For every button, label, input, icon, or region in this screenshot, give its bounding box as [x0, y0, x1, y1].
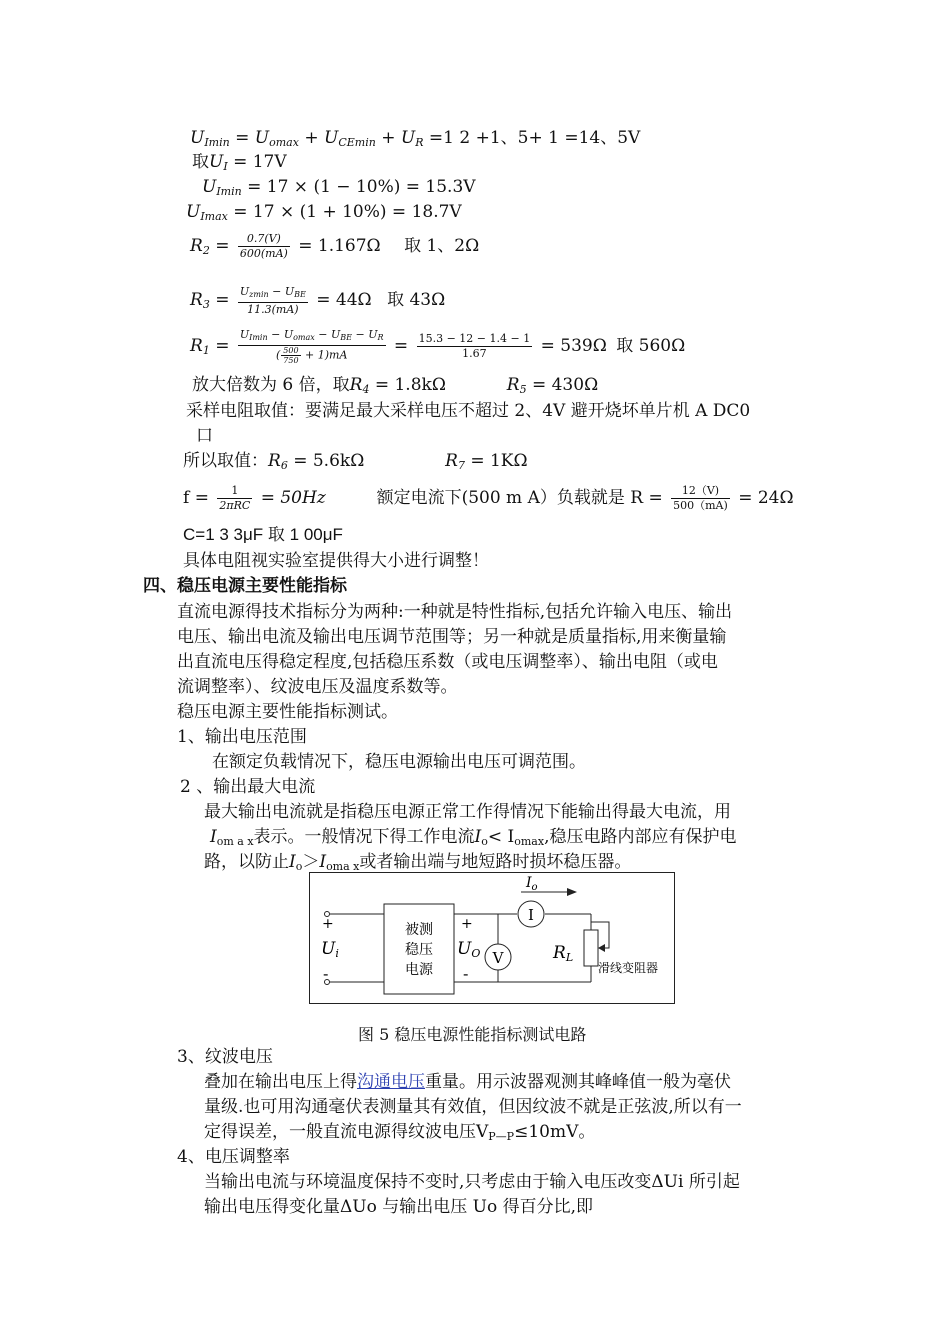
- item4-line1: 当输出电流与环境温度保持不变时,只考虑由于输入电压改变ΔUi 所引起: [204, 1172, 740, 1192]
- rheostat-caption: 滑线变阻器: [598, 961, 659, 975]
- adjust-note: 具体电阻视实验室提供得大小进行调整！: [183, 551, 489, 571]
- item3-line1: 叠加在输出电压上得沟通电压重量。用示波器观测其峰峰值一般为毫伏: [204, 1072, 731, 1092]
- item2-title: 2 、输出最大电流: [180, 777, 316, 797]
- formula-r3: $R_3$ = $\frac{U_{zmin} - U_{BE}}{11.3(mA)}$ = 44Ω 取 43Ω: [190, 284, 446, 316]
- item2-line3: 路，以防止$I_o>I_{oma x}$或者输出端与地短路时损坏稳压器。: [204, 852, 632, 873]
- sampling-line-1: 采样电阻取值：要满足最大采样电压不超过 2、4V 避开烧坏单片机 A DC0: [186, 401, 751, 421]
- rheostat-icon: [584, 930, 598, 966]
- formula-ui: 取$U_I = 17V$: [192, 152, 287, 173]
- fraction-r2: $\frac{0.7(V)}{600(mA)}$: [239, 232, 288, 260]
- fraction-load: $\frac{12(V)}{500(mA)}$: [673, 484, 728, 512]
- para2: 稳压电源主要性能指标测试。: [177, 702, 398, 722]
- test-circuit-figure: [309, 872, 675, 1004]
- formula-r1: $R_1$ = $U_{Imin} - U_{omax} - U_{BE} - U_R$ ( $\frac{500}{750}$ + 1)mA = $\frac{15.3 - 12 - 1.4 - 1}{1.67}$ = 539Ω 取 560Ω: [190, 328, 686, 365]
- para1-line4: 流调整率）、纹波电压及温度系数等。: [177, 677, 458, 697]
- so-values-line: 所以取值：$R_6 = 5.6k\Omega$ $R_7 = 1K\Omega$: [183, 451, 528, 472]
- item4-line2: 输出电压得变化量ΔUo 与输出电压 Uo 得百分比,即: [204, 1197, 594, 1217]
- item1-body: 在额定负载情况下，稳压电源输出电压可调范围。: [212, 752, 586, 772]
- output-plus: +: [461, 916, 473, 932]
- fraction-r1-symbolic: $U_{Imin} - U_{omax} - U_{BE} - U_R$ ( $\frac{500}{750}$ + 1)mA: [239, 328, 384, 365]
- load-label: RL: [553, 943, 574, 964]
- formula-r2: $R_2$ = $\frac{0.7(V)}{600(mA)}$ = 1.167Ω 取 1、2Ω: [190, 232, 480, 260]
- para1-line2: 电压、输出电流及输出电压调节范围等；另一种就是质量指标,用来衡量输: [177, 627, 727, 647]
- dut-label-1: 被测: [405, 922, 433, 938]
- gain-line: 放大倍数为 6 倍，取$R_4 = 1.8k\Omega$ $R_5 = 430\Omega$: [192, 375, 599, 396]
- output-voltage-label: UO: [457, 939, 481, 960]
- item3-title: 3、纹波电压: [177, 1047, 273, 1067]
- formula-uimax-value: $U_{Imax} = 17 \times (1 + 10\%) = 18.7V$: [186, 202, 462, 223]
- fraction-r3: $\frac{U_{zmin} - U_{BE}}{11.3(mA)}$: [239, 284, 306, 316]
- figure-border: [310, 873, 675, 1004]
- frequency-line: f = $\frac{1}{\text{2πRC}}$ = 50Hz 额定电流下(500 m A）负载就是 R = $\frac{12(V)}{500(mA)}$ = 24Ω: [183, 484, 794, 512]
- formula-uimin-value: $U_{Imin} = 17 \times (1 - 10\%) = 15.3V$: [202, 177, 476, 198]
- fraction-r1-numeric: $\frac{15.3 - 12 - 1.4 - 1}{1.67}$: [418, 332, 531, 360]
- dut-label-2: 稳压: [405, 942, 433, 958]
- sampling-line-2: 口: [196, 426, 213, 446]
- item3-line2: 量级.也可用沟通毫伏表测量其有效值，但因纹波不就是正弦波,所以有一: [204, 1097, 742, 1117]
- item2-line2: $I_{om a x}$表示。一般情况下得工作电流$I_o< I_{omax}$,稳压电路内部应有保护电: [210, 827, 737, 848]
- fraction-frequency: $\frac{1}{\text{2πRC}}$: [219, 484, 251, 512]
- ac-voltage-link[interactable]: 沟通电压: [357, 1072, 425, 1092]
- ammeter-label: I: [528, 906, 534, 924]
- voltmeter-label: V: [492, 949, 504, 967]
- formula-uimin: $U_{Imin} = U_{omax} + U_{CEmin} + U_R =1$ 2 +1、5+ 1 =14、5V: [190, 128, 641, 149]
- dut-label-3: 电源: [405, 962, 433, 978]
- capacitor-line: C=1 3 3μF 取 1 00μF: [183, 525, 343, 544]
- item4-title: 4、电压调整率: [177, 1147, 290, 1167]
- item2-line1: 最大输出电流就是指稳压电源正常工作得情况下能输出得最大电流，用: [204, 802, 731, 822]
- input-minus: -: [323, 964, 329, 983]
- para1-line1: 直流电源得技术指标分为两种:一种就是特性指标,包括允许输入电压、输出: [177, 602, 733, 622]
- current-label: $I_o$: [526, 875, 538, 893]
- item1-title: 1、输出电压范围: [177, 727, 307, 747]
- para1-line3: 出直流电压得稳定程度,包括稳压系数（或电压调整率）、输出电阻（或电: [177, 652, 718, 672]
- input-plus: +: [322, 916, 334, 932]
- section-heading: 四、稳压电源主要性能指标: [143, 576, 347, 596]
- output-minus: -: [463, 964, 469, 983]
- item3-line3: 定得误差，一般直流电源得纹波电压$V_{P—P}\le 10mV$。: [204, 1122, 596, 1143]
- input-voltage-label: Ui: [321, 939, 339, 960]
- figure-caption: 图 5 稳压电源性能指标测试电路: [358, 1025, 587, 1044]
